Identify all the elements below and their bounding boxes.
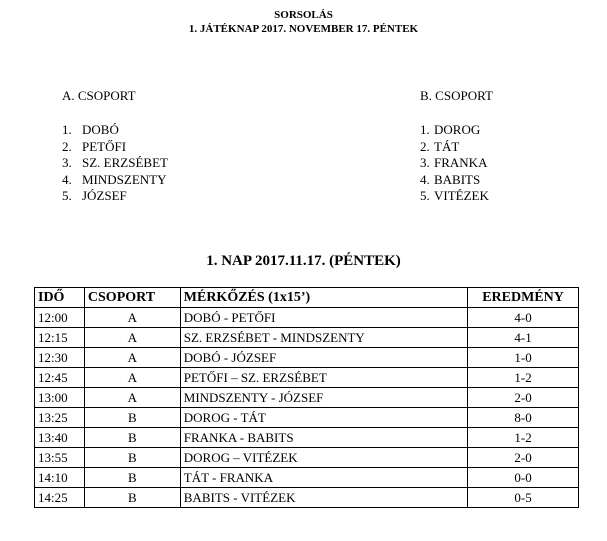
cell-group: B <box>84 408 180 428</box>
cell-group: A <box>84 368 180 388</box>
team-number: 2. <box>420 138 430 154</box>
team-name: FRANKA <box>434 155 488 170</box>
cell-time: 12:00 <box>35 308 85 328</box>
header-match: MÉRKŐZÉS (1x15’) <box>180 288 467 308</box>
cell-result: 1-2 <box>468 428 579 448</box>
team-number: 1. <box>420 122 430 137</box>
header-group: CSOPORT <box>84 288 180 308</box>
cell-result: 2-0 <box>468 388 579 408</box>
table-row <box>35 388 579 408</box>
cell-match: BABITS - VITÉZEK <box>180 488 467 508</box>
cell-time: 13:55 <box>35 448 85 468</box>
team-name: JÓZSEF <box>82 188 127 203</box>
team-name: DOBÓ <box>82 122 119 137</box>
team-number: 3. <box>62 155 72 170</box>
day-title: 1. NAP 2017.11.17. (PÉNTEK) <box>206 253 401 269</box>
header-result: EREDMÉNY <box>468 288 579 308</box>
cell-match: MINDSZENTY - JÓZSEF <box>180 388 467 408</box>
table-row <box>35 428 579 448</box>
team-name: BABITS <box>434 171 481 187</box>
table-row <box>35 448 579 468</box>
list-item <box>62 155 168 172</box>
cell-group: A <box>84 328 180 348</box>
list-item <box>62 122 168 139</box>
group-a-title: A. CSOPORT <box>62 88 136 103</box>
cell-group: B <box>84 488 180 508</box>
cell-match: SZ. ERZSÉBET - MINDSZENTY <box>180 328 467 348</box>
cell-time: 13:40 <box>35 428 85 448</box>
cell-time: 12:30 <box>35 348 85 368</box>
cell-time: 14:25 <box>35 488 85 508</box>
team-name: PETŐFI <box>82 138 127 154</box>
team-number: 1. <box>62 122 72 137</box>
team-number: 5. <box>420 188 430 203</box>
page-title: SORSOLÁS <box>274 9 333 21</box>
team-number: 4. <box>420 171 430 187</box>
cell-time: 14:10 <box>35 468 85 488</box>
table-row <box>35 488 579 508</box>
cell-group: A <box>84 388 180 408</box>
team-number: 2. <box>62 138 72 154</box>
group-b-team-list <box>420 122 493 205</box>
table-row <box>35 308 579 328</box>
table-header-row <box>35 288 579 308</box>
header-time: IDŐ <box>35 288 85 308</box>
cell-result: 4-1 <box>468 328 579 348</box>
cell-group: B <box>84 468 180 488</box>
cell-time: 12:15 <box>35 328 85 348</box>
group-b-title: B. CSOPORT <box>420 88 493 103</box>
team-name: VITÉZEK <box>434 188 489 203</box>
list-item <box>420 155 493 172</box>
team-name: SZ. ERZSÉBET <box>82 155 168 170</box>
cell-match: FRANKA - BABITS <box>180 428 467 448</box>
group-a <box>62 88 168 205</box>
cell-result: 4-0 <box>468 308 579 328</box>
schedule-table <box>34 287 579 508</box>
list-item <box>420 122 493 139</box>
cell-result: 0-0 <box>468 468 579 488</box>
team-name: DOROG <box>434 122 481 137</box>
cell-group: B <box>84 448 180 468</box>
list-item <box>62 188 168 205</box>
table-row <box>35 468 579 488</box>
cell-result: 0-5 <box>468 488 579 508</box>
team-name: MINDSZENTY <box>82 171 167 187</box>
table-row <box>35 348 579 368</box>
table-row <box>35 408 579 428</box>
page-subtitle: 1. JÁTÉKNAP 2017. NOVEMBER 17. PÉNTEK <box>188 23 419 35</box>
list-item <box>62 139 168 156</box>
list-item <box>420 139 493 156</box>
table-row <box>35 368 579 388</box>
cell-match: DOROG – VITÉZEK <box>180 448 467 468</box>
cell-result: 2-0 <box>468 448 579 468</box>
cell-result: 1-0 <box>468 348 579 368</box>
cell-match: DOROG - TÁT <box>180 408 467 428</box>
list-item <box>420 188 493 205</box>
cell-match: DOBÓ - JÓZSEF <box>180 348 467 368</box>
cell-time: 13:00 <box>35 388 85 408</box>
cell-result: 8-0 <box>468 408 579 428</box>
team-number: 4. <box>62 171 72 187</box>
group-b <box>420 88 493 205</box>
list-item <box>62 172 168 189</box>
team-name: TÁT <box>434 138 460 154</box>
team-number: 5. <box>62 188 72 203</box>
cell-match: DOBÓ - PETŐFI <box>180 308 467 328</box>
cell-match: PETŐFI – SZ. ERZSÉBET <box>180 368 467 388</box>
cell-match: TÁT - FRANKA <box>180 468 467 488</box>
cell-time: 13:25 <box>35 408 85 428</box>
cell-group: A <box>84 308 180 328</box>
table-body <box>35 308 579 508</box>
group-a-team-list <box>62 122 168 205</box>
cell-group: B <box>84 428 180 448</box>
team-number: 3. <box>420 155 430 170</box>
table-row <box>35 328 579 348</box>
cell-time: 12:45 <box>35 368 85 388</box>
list-item <box>420 172 493 189</box>
cell-group: A <box>84 348 180 368</box>
cell-result: 1-2 <box>468 368 579 388</box>
